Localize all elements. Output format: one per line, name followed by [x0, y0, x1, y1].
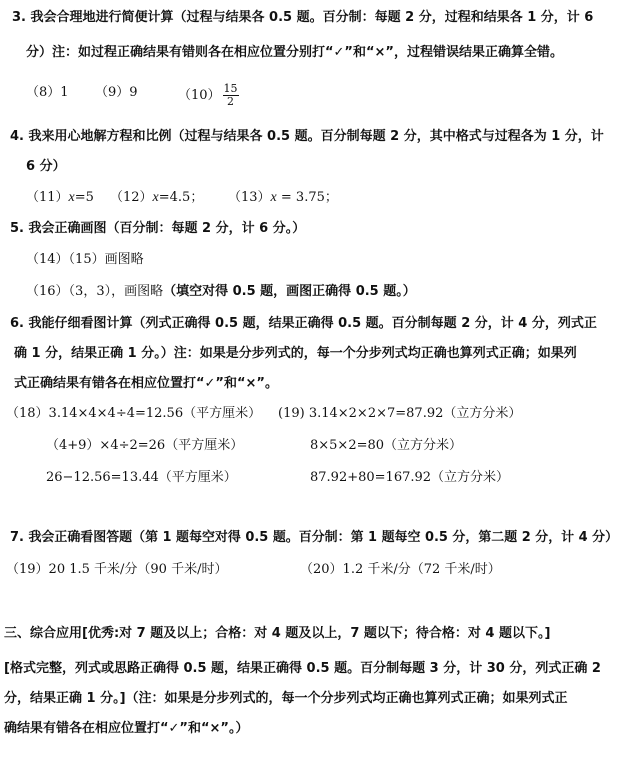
answer-12-value: =4.5；: [158, 190, 204, 205]
answer-19-step-1: (19) 3.14×2×2×7=87.92（立方分米）: [278, 406, 522, 421]
section-three-scoring-3: 确结果有错各在相应位置打“✓”和“×”。）: [4, 721, 249, 736]
answer-19-step-2: 8×5×2=80（立方分米）: [310, 438, 463, 453]
answer-11-label: （11）: [26, 190, 69, 205]
answer-10-label: （10）: [178, 88, 221, 103]
answer-10: [178, 83, 239, 108]
section-3-note: 分）注：如过程正确结果有错则各在相应位置分别打“✓”和“×”，过程错误结果正确算全错。: [26, 45, 563, 60]
answer-16-text: （16）（3，3），画图略: [26, 284, 164, 299]
section-three-scoring-2: 分，结果正确 1 分。]（注：如果是分步列式的，每一个分步列式均正确也算列式正确；如果列式正: [4, 691, 568, 706]
section-7-heading: 7. 我会正确看图答题（第 1 题每空对得 0.5 题。百分制：第 1 题每空 0.5 分，第二题 2 分，计 4 分）: [10, 530, 619, 545]
answer-18-step-2: （4+9）×4÷2=26（平方厘米）: [46, 438, 244, 453]
answer-8: （8）1: [26, 85, 69, 100]
answer-10-fraction: [223, 83, 239, 108]
answer-12-variable: x: [152, 190, 159, 205]
answer-16: [26, 282, 416, 302]
answer-9: （9）9: [95, 85, 138, 100]
answer-11-value: =5: [74, 190, 94, 205]
section-three-heading: 三、综合应用[优秀:对 7 题及以上；合格：对 4 题及以上，7 题以下；待合格：对 4 题以下。]: [4, 626, 551, 641]
section-5-heading: 5. 我会正确画图（百分制：每题 2 分，计 6 分。）: [10, 221, 306, 236]
section-4-heading: 4. 我来用心地解方程和比例（过程与结果各 0.5 题。百分制每题 2 分，其中格式与过程各为 1 分，计: [10, 129, 604, 144]
answer-19-graph: （19）20 1.5 千米/分（90 千米/时）: [6, 562, 228, 577]
answer-13-variable: x: [270, 190, 277, 205]
answer-13: [228, 188, 338, 208]
section-6-heading: 6. 我能仔细看图计算（列式正确得 0.5 题，结果正确得 0.5 题。百分制每题 2 分，计 4 分，列式正: [10, 316, 597, 331]
section-6-note-2: 式正确结果有错各在相应位置打“✓”和“×”。: [14, 376, 278, 391]
answer-16-scoring: （填空对得 0.5 题，画图正确得 0.5 题。）: [163, 284, 416, 299]
answer-18-step-1: （18）3.14×4×4÷4=12.56（平方厘米）: [6, 406, 262, 421]
section-three-scoring-1: [格式完整，列式或思路正确得 0.5 题，结果正确得 0.5 题。百分制每题 3 分，计 30 分，列式正确 2: [4, 661, 601, 676]
answer-20-graph: （20）1.2 千米/分（72 千米/时）: [300, 562, 501, 577]
answer-12-label: （12）: [110, 190, 153, 205]
answer-11-variable: x: [68, 190, 75, 205]
answer-12: [110, 188, 203, 208]
fraction-numerator: 15: [223, 82, 238, 95]
section-3-heading: 3. 我会合理地进行简便计算（过程与结果各 0.5 题。百分制：每题 2 分，过程和结果各 1 分，计 6: [12, 10, 594, 25]
answer-11: [26, 188, 94, 208]
section-6-note-1: 确 1 分，结果正确 1 分。）注：如果是分步列式的，每一个分步列式均正确也算列式正确；如果列: [14, 346, 577, 361]
section-4-note: 6 分）: [26, 159, 66, 174]
answer-13-value: = 3.75；: [276, 190, 338, 205]
answer-18-step-3: 26−12.56=13.44（平方厘米）: [46, 470, 237, 485]
answer-19-step-3: 87.92+80=167.92（立方分米）: [310, 470, 510, 485]
fraction-denominator: 2: [227, 95, 235, 108]
answer-14-15: （14）（15）画图略: [26, 252, 144, 267]
answer-13-label: （13）: [228, 190, 271, 205]
